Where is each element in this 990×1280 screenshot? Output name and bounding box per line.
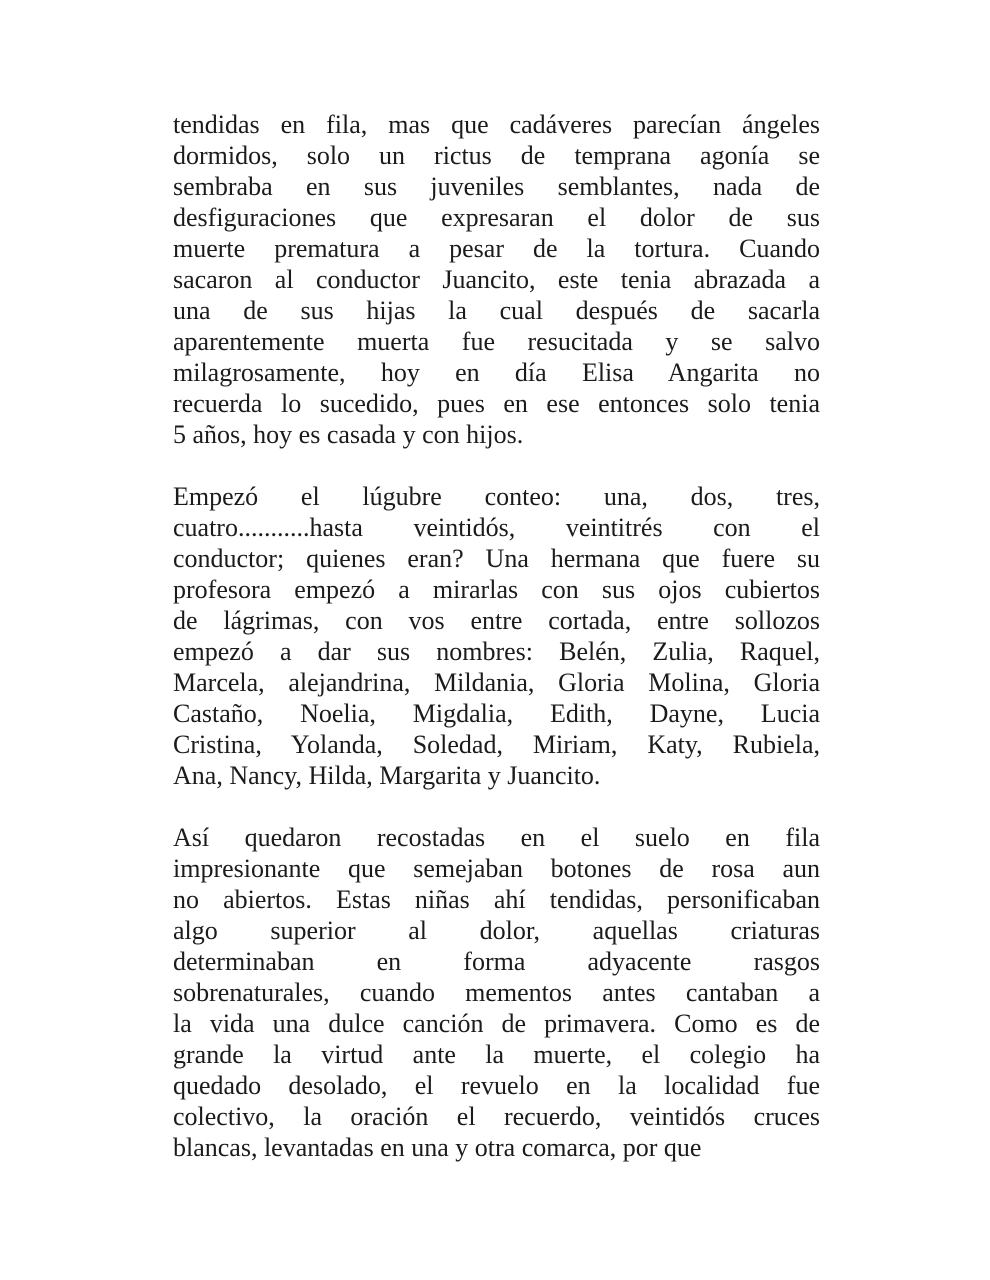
paragraph-2: [173, 481, 820, 791]
text-line: colectivo, la oración el recuerdo, veintidós cruces: [173, 1102, 820, 1131]
text-line: recuerda lo sucedido, pues en ese entonces solo tenia: [173, 389, 820, 418]
text-line: grande la virtud ante la muerte, el colegio ha: [173, 1040, 820, 1069]
text-line: sembraba en sus juveniles semblantes, nada de: [173, 172, 820, 201]
text-line: blancas, levantadas en una y otra comarca, por que: [173, 1133, 702, 1162]
text-line: Castaño, Noelia, Migdalia, Edith, Dayne, Lucia: [173, 699, 820, 728]
text-line: sacaron al conductor Juancito, este tenia abrazada a: [173, 265, 820, 294]
text-line: tendidas en fila, mas que cadáveres parecían ángeles: [173, 110, 820, 139]
text-line: empezó a dar sus nombres: Belén, Zulia, Raquel,: [173, 637, 820, 666]
paragraph-3: [173, 822, 820, 1163]
text-line: algo superior al dolor, aquellas criaturas: [173, 916, 820, 945]
text-line: muerte prematura a pesar de la tortura. Cuando: [173, 234, 820, 263]
text-line: Así quedaron recostadas en el suelo en fila: [173, 823, 820, 852]
text-line: determinaban en forma adyacente rasgos: [173, 947, 820, 976]
text-line: quedado desolado, el revuelo en la localidad fue: [173, 1071, 820, 1100]
text-line: sobrenaturales, cuando mementos antes cantaban a: [173, 978, 820, 1007]
text-line: Marcela, alejandrina, Mildania, Gloria Molina, Gloria: [173, 668, 820, 697]
text-line: 5 años, hoy es casada y con hijos.: [173, 420, 524, 449]
text-line: cuatro...........hasta veintidós, veintitrés con el: [173, 513, 820, 542]
text-line: impresionante que semejaban botones de rosa aun: [173, 854, 820, 883]
text-line: Empezó el lúgubre conteo: una, dos, tres,: [173, 482, 820, 511]
text-line: una de sus hijas la cual después de sacarla: [173, 296, 820, 325]
text-line: la vida una dulce canción de primavera. Como es de: [173, 1009, 820, 1038]
text-line: de lágrimas, con vos entre cortada, entre sollozos: [173, 606, 820, 635]
text-line: profesora empezó a mirarlas con sus ojos cubiertos: [173, 575, 820, 604]
text-line: desfiguraciones que expresaran el dolor de sus: [173, 203, 820, 232]
text-line: milagrosamente, hoy en día Elisa Angarita no: [173, 358, 820, 387]
text-line: Ana, Nancy, Hilda, Margarita y Juancito.: [173, 761, 601, 790]
document-text-block: [173, 109, 820, 1163]
text-line: Cristina, Yolanda, Soledad, Miriam, Katy, Rubiela,: [173, 730, 820, 759]
text-line: dormidos, solo un rictus de temprana agonía se: [173, 141, 820, 170]
text-line: conductor; quienes eran? Una hermana que fuere su: [173, 544, 820, 573]
text-line: no abiertos. Estas niñas ahí tendidas, personificaban: [173, 885, 820, 914]
paragraph-1: [173, 109, 820, 450]
text-line: aparentemente muerta fue resucitada y se salvo: [173, 327, 820, 356]
